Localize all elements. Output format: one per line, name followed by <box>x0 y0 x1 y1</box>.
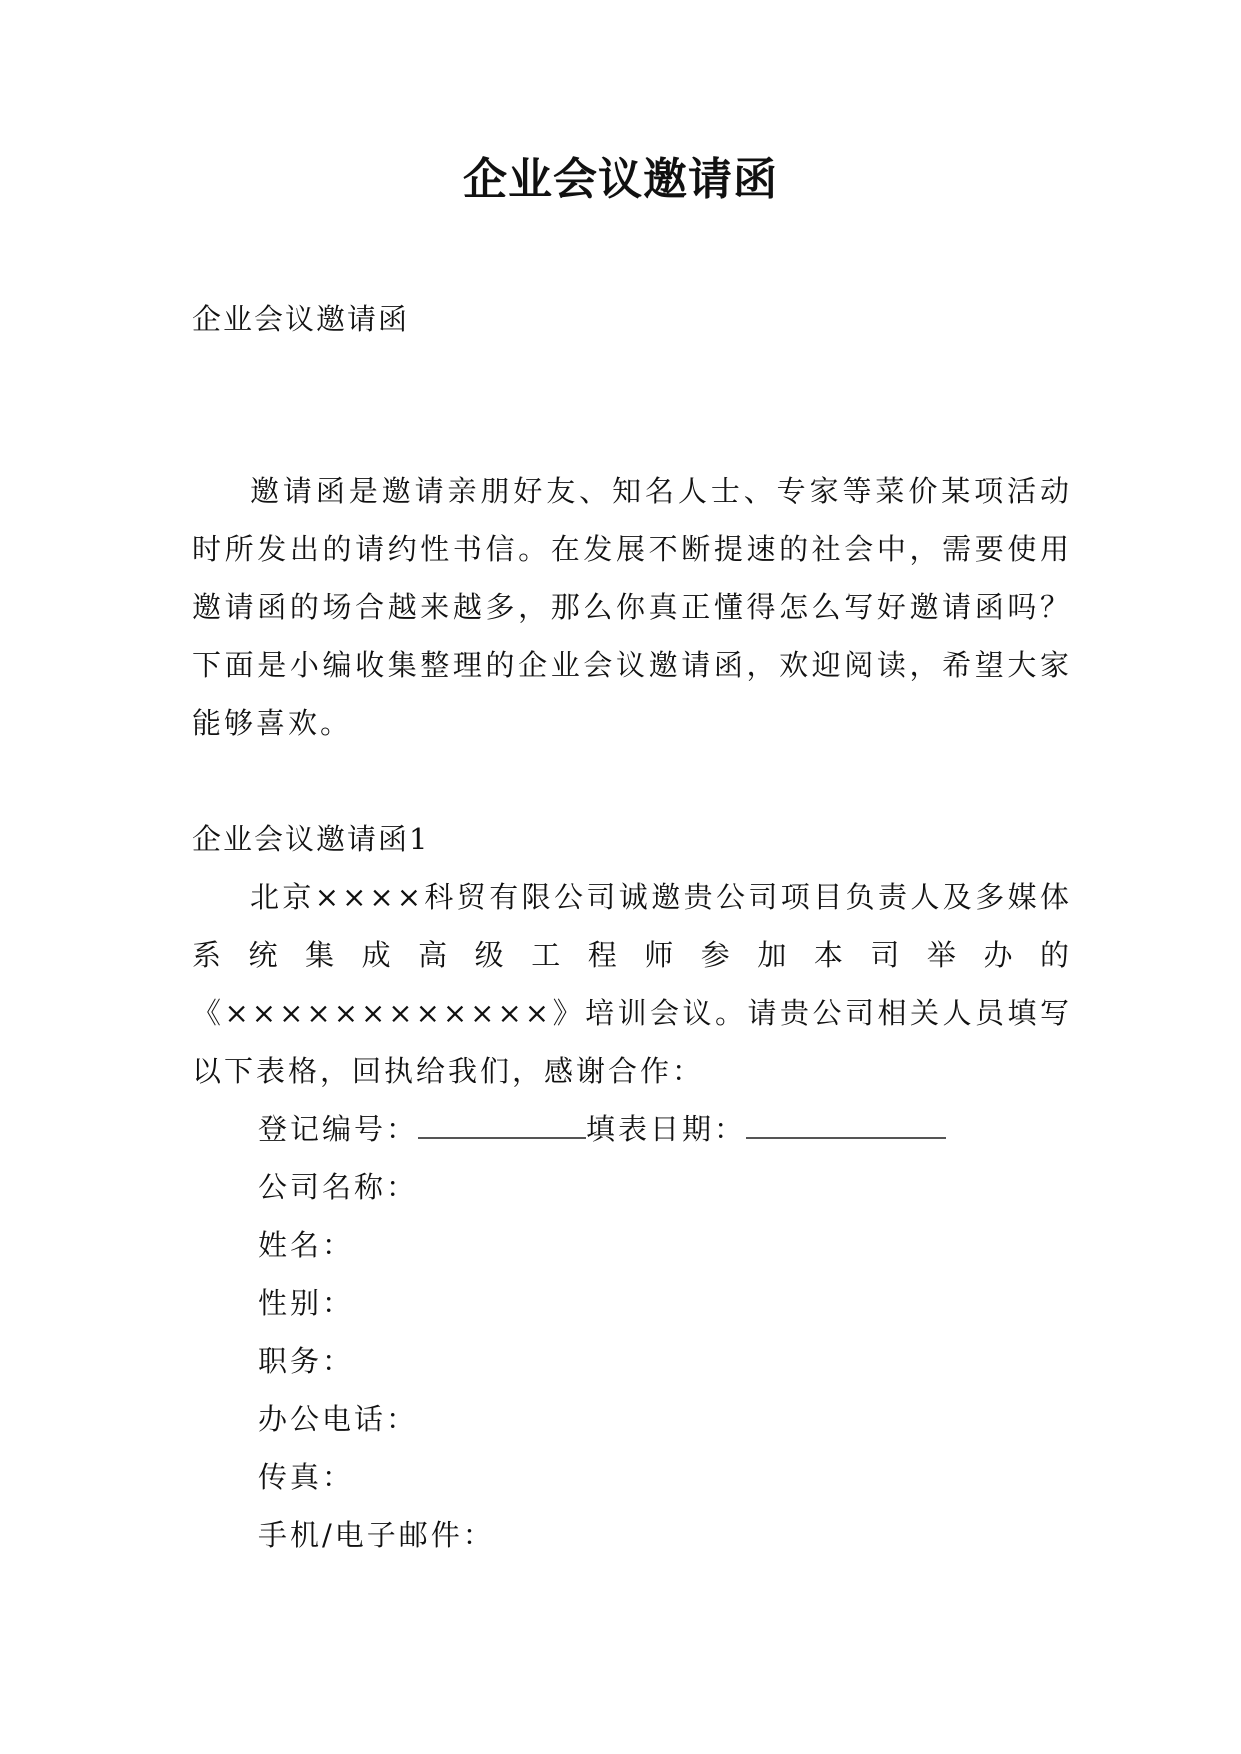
form-field-name: 姓名： <box>258 1228 355 1262</box>
fill-date-label: 填表日期： <box>586 1112 747 1146</box>
document-title: 企业会议邀请函 <box>463 154 778 205</box>
section-heading: 企业会议邀请函1 <box>192 822 430 856</box>
document-subtitle: 企业会议邀请函 <box>192 302 410 336</box>
form-field-position: 职务： <box>258 1344 355 1378</box>
form-field-fax: 传真： <box>258 1460 355 1494</box>
form-field-gender: 性别： <box>258 1286 355 1320</box>
form-field-mobile-email: 手机/电子邮件： <box>258 1518 495 1552</box>
reply-form <box>258 1100 1058 1564</box>
form-field-company-name: 公司名称： <box>258 1170 419 1204</box>
section-paragraph: 北京××××科贸有限公司诚邀贵公司项目负责人及多媒体系统集成高级工程师参加本司举办的《××××××××××××》培训会议。请贵公司相关人员填写以下表格，回执给我们，感谢合作： <box>192 880 1072 1088</box>
intro-paragraph: 邀请函是邀请亲朋好友、知名人士、专家等菜价某项活动时所发出的请约性书信。在发展不断提速的社会中，需要使用邀请函的场合越来越多，那么你真正懂得怎么写好邀请函吗？下面是小编收集整理的企业会议邀请函，欢迎阅读，希望大家能够喜欢。 <box>192 474 1072 740</box>
form-row-registration <box>258 1100 1058 1158</box>
form-field-office-phone: 办公电话： <box>258 1402 419 1436</box>
registration-number-label: 登记编号： <box>258 1112 419 1146</box>
registration-number-blank <box>418 1137 586 1139</box>
fill-date-blank <box>746 1137 946 1139</box>
